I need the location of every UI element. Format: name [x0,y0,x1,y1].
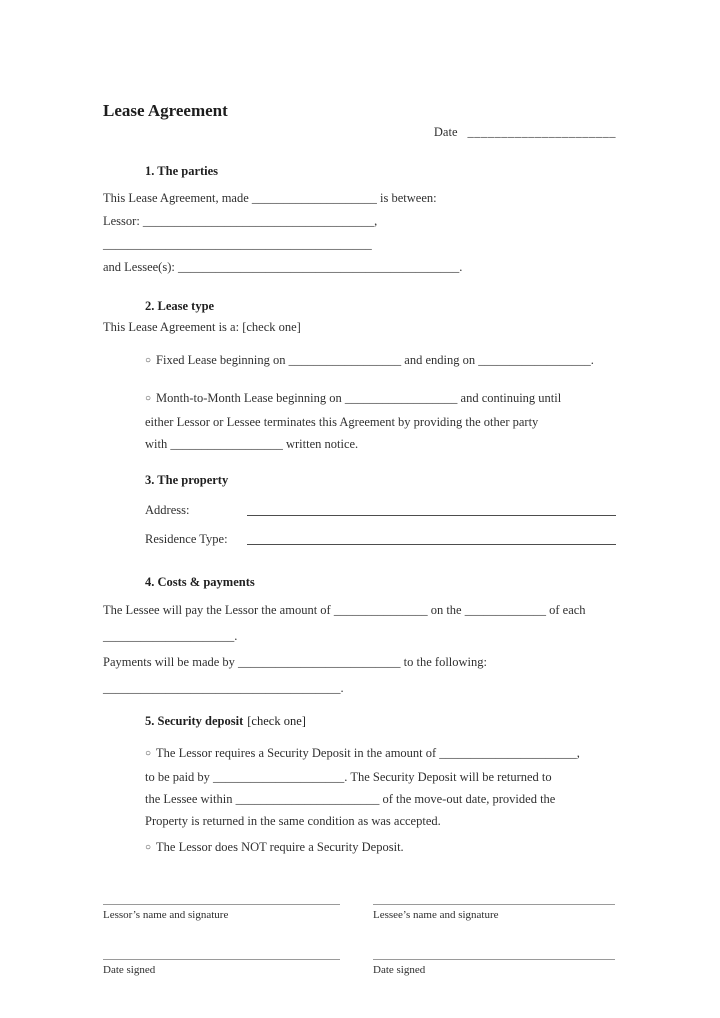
address-label: Address: [145,503,190,517]
option-deposit-required [145,742,616,832]
check-circle-icon[interactable]: ○ [145,393,152,404]
no-deposit-text: The Lessor does NOT require a Security Deposit. [156,840,404,854]
residence-type-blank-line[interactable] [247,531,616,545]
date-row [103,124,616,140]
option-month-to-month [145,387,616,455]
payment-recipient-blank-line: ______________________________________. [103,681,344,695]
option-line [145,387,616,411]
lessee-signature-label: Lessee’s name and signature [373,909,499,921]
lessor-signature-column [103,904,340,977]
date-blank-line[interactable]: ______________________ [467,125,616,139]
check-circle-icon[interactable]: ○ [145,355,152,366]
document-title: Lease Agreement [103,101,228,120]
section-5-heading-note: [check one] [247,714,306,728]
parties-intro-line: This Lease Agreement, made ____________________ is between: [103,191,437,205]
month-to-month-text: Month-to-Month Lease beginning on __________________ and continuing until [156,391,562,405]
payment-period-blank-line: _____________________. [103,629,238,643]
section-5-heading [145,714,616,729]
address-row [145,502,616,519]
option-fixed-lease [145,349,616,373]
section-1-body [103,187,616,279]
residence-type-row [145,531,616,548]
lessee-line: and Lessee(s): _____________________________________________. [103,260,463,274]
fixed-lease-text: Fixed Lease beginning on __________________ and ending on __________________. [156,353,594,367]
option-line: Property is returned in the same condition as was accepted. [145,814,441,828]
date-label: Date [433,125,458,139]
check-circle-icon[interactable]: ○ [145,842,152,853]
check-circle-icon[interactable]: ○ [145,748,152,759]
section-3-heading: 3. The property [145,473,229,487]
lessee-date-signed-label: Date signed [373,964,426,976]
option-line [145,836,616,860]
signature-area [103,904,616,977]
address-blank-line[interactable] [247,502,616,516]
lease-type-intro: This Lease Agreement is a: [check one] [103,320,301,334]
payment-method-line: Payments will be made by __________________________ to the following: [103,655,487,669]
section-4-heading: 4. Costs & payments [145,575,255,589]
option-line: either Lessor or Lessee terminates this Agreement by providing the other party [145,415,539,429]
payment-amount-line: The Lessee will pay the Lessor the amount of _______________ on the _____________ of each [103,603,586,617]
option-no-deposit [145,836,616,860]
option-line: the Lessee within _______________________ of the move-out date, provided the [145,792,556,806]
residence-type-label: Residence Type: [145,532,228,546]
section-1-heading: 1. The parties [145,164,219,178]
deposit-amount-text: The Lessor requires a Security Deposit in the amount of ______________________, [156,746,580,760]
option-line: to be paid by _____________________. The Security Deposit will be returned to [145,770,552,784]
lessor-date-signed-label: Date signed [103,964,156,976]
section-5-heading-bold: 5. Security deposit [145,714,244,728]
option-line [145,349,616,373]
lessee-signature-column [373,904,615,977]
option-line: with __________________ written notice. [145,437,359,451]
section-2-heading: 2. Lease type [145,299,215,313]
lessor-signature-label: Lessor’s name and signature [103,909,229,921]
option-line [145,742,616,766]
lessor-line: Lessor: _____________________________________, ___________________________________________ [103,214,378,251]
